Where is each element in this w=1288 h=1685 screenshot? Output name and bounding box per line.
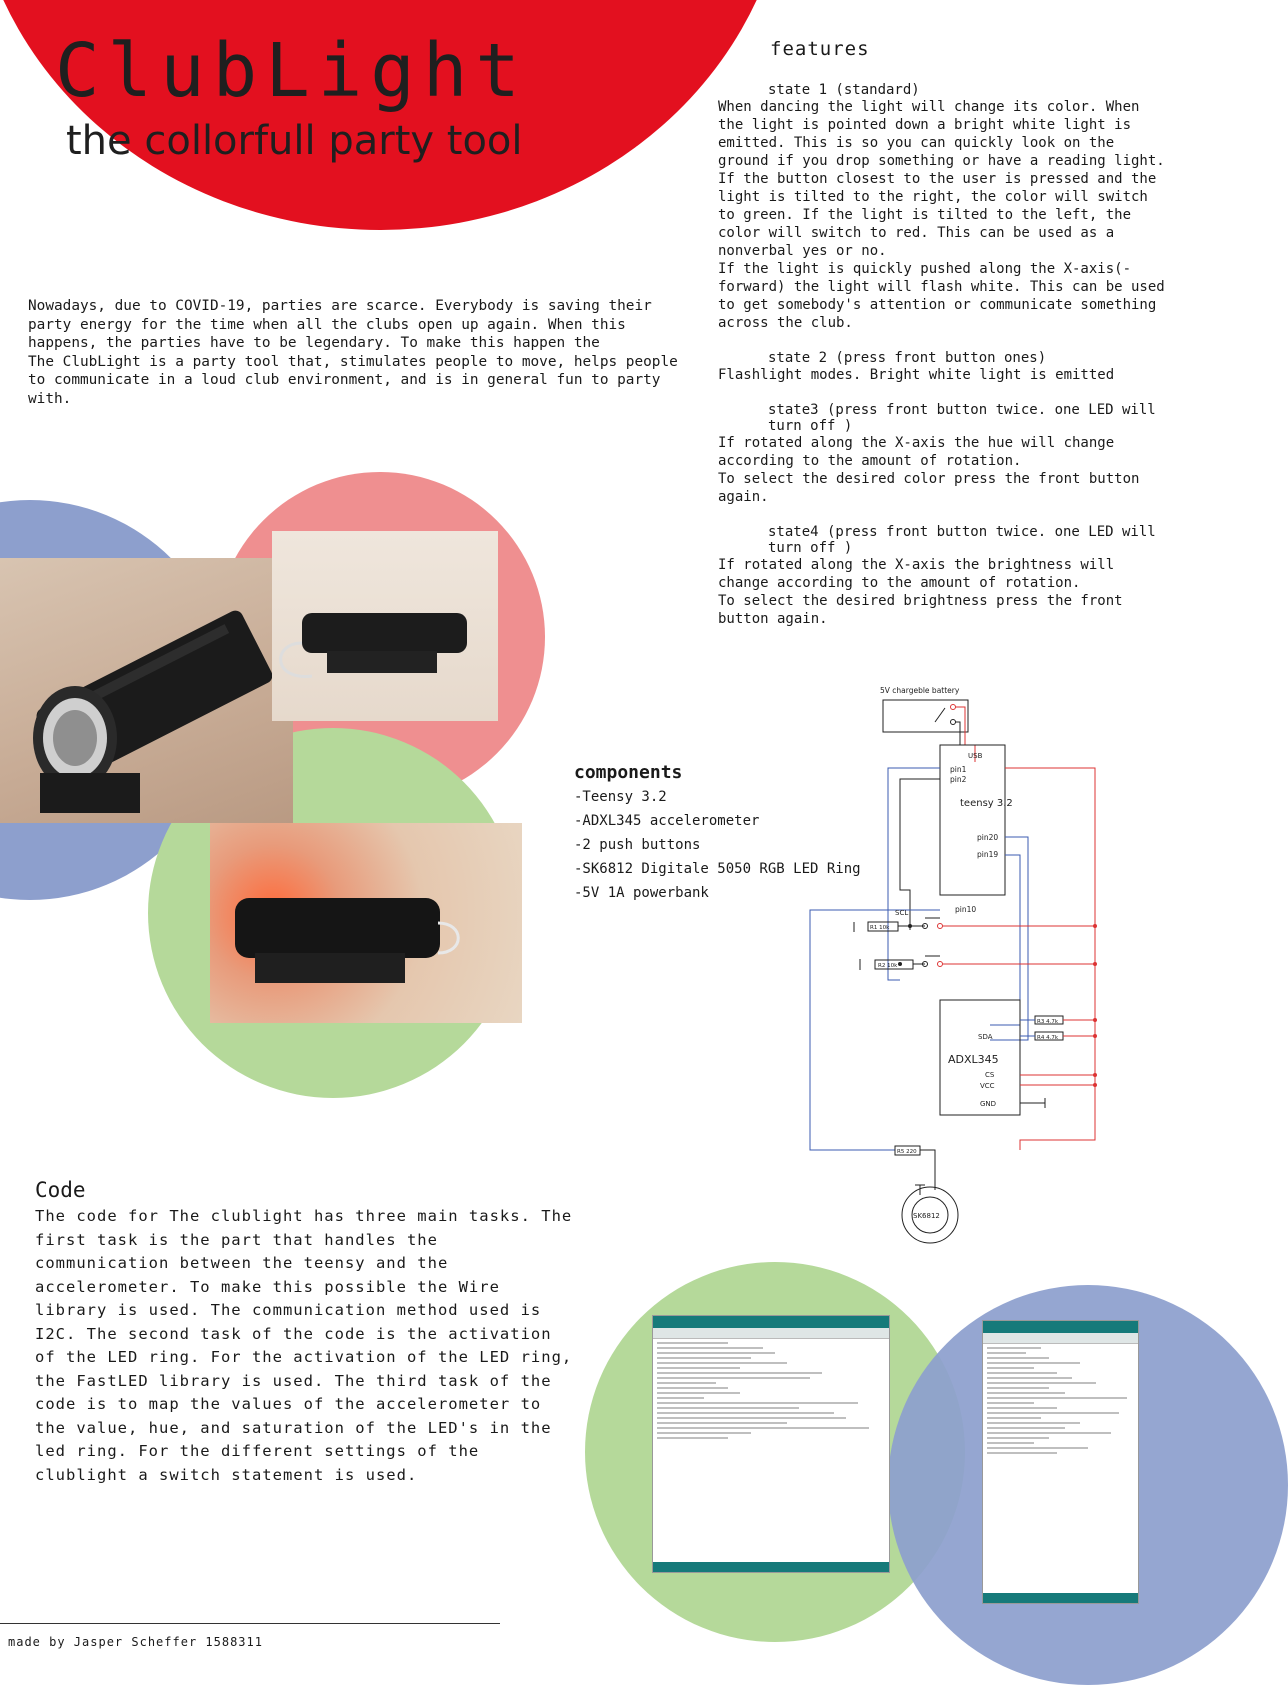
state-4-title: state4 (press front button twice. one LED will turn off ) <box>768 524 1156 556</box>
state-3-text: If rotated along the X-axis the hue will change according to the amount of rotation. To select the desired color press the front button again. <box>718 435 1140 505</box>
features-heading: features <box>770 38 870 60</box>
component-item: -5V 1A powerbank <box>574 885 709 901</box>
photo-clublight-front <box>0 558 293 823</box>
ide-tabs <box>983 1333 1138 1344</box>
photo-clublight-side <box>272 531 498 721</box>
cs-label: CS <box>985 1071 995 1079</box>
sk6812-label: SK6812 <box>913 1212 940 1220</box>
state-2-text: Flashlight modes. Bright white light is emitted <box>718 367 1115 383</box>
ide-statusbar <box>653 1562 889 1572</box>
pin2-label: pin2 <box>950 775 967 784</box>
state-2-title: state 2 (press front button ones) <box>768 350 1047 366</box>
flashlight-front-icon <box>0 558 293 823</box>
footer-credit: made by Jasper Scheffer 1588311 <box>8 1635 263 1649</box>
pin10-label: pin10 <box>955 905 977 914</box>
ide-toolbar <box>983 1321 1138 1333</box>
r2-label: R2 10k <box>878 963 898 969</box>
ide-statusbar <box>983 1593 1138 1603</box>
circuit-schematic <box>840 680 1170 1300</box>
state-1-title: state 1 (standard) <box>768 82 920 98</box>
adxl-label: ADXL345 <box>948 1053 999 1066</box>
footer-divider <box>0 1623 500 1624</box>
component-item: -2 push buttons <box>574 837 701 853</box>
sda-label: SDA <box>978 1033 993 1041</box>
r3-label: R3 4.7k <box>1037 1019 1059 1025</box>
vcc-label: VCC <box>980 1082 995 1090</box>
page-title: ClubLight <box>55 28 528 114</box>
ide-tabs <box>653 1328 889 1339</box>
state-4-text: If rotated along the X-axis the brightness will change according to the amount of rotation. To select the desired brightness press the front button again. <box>718 557 1123 627</box>
state-1-text: When dancing the light will change its color. When the light is pointed down a bright white light is emitted. This is so you can quickly look on the ground if you drop something or have a reading light. If the button closest to the user is pressed and the light is tilted to the right, the color will switch to green. If the light is tilted to the left, the color will switch to red. This can be used as a nonverbal yes or no. If the light is quickly pushed along the X-axis(-forward) the light will flash white. This can be used to get somebody's attention or communicate something across the club. <box>718 99 1165 331</box>
code-heading: Code <box>35 1178 86 1202</box>
ide-toolbar <box>653 1316 889 1328</box>
scl-label: SCL <box>895 909 909 917</box>
code-description: The code for The clublight has three main tasks. The first task is the part that handles the communication between the teensy and the accelerometer. To make this possible the Wire library is used. The communication method used is I2C. The second task of the code is the activation of the LED ring. For the activation of the LED ring, the FastLED library is used. The third task of the code is to map the values of the accelerometer to the value, hue, and saturation of the LED's in the led ring. For the different settings of the clublight a switch statement is used. <box>35 1207 573 1484</box>
photo-clublight-glowing <box>210 823 522 1023</box>
pin19-label: pin19 <box>977 850 999 859</box>
usb-label: USB <box>968 752 983 760</box>
component-item: -ADXL345 accelerometer <box>574 813 760 829</box>
pin20-label: pin20 <box>977 833 999 842</box>
component-item: -SK6812 Digitale 5050 RGB LED Ring <box>574 861 861 877</box>
battery-label: 5V chargeble battery <box>880 686 960 695</box>
flashlight-glow-icon <box>210 823 522 1023</box>
gnd-label: GND <box>980 1100 997 1108</box>
flashlight-side-icon <box>272 531 498 721</box>
page-subtitle: the collorfull party tool <box>66 118 523 164</box>
teensy-label: teensy 3.2 <box>960 798 1013 809</box>
pin1-label: pin1 <box>950 765 967 774</box>
components-section <box>574 762 861 905</box>
intro-text: Nowadays, due to COVID-19, parties are scarce. Everybody is saving their party energy for the time when all the clubs open up again. When this happens, the parties have to be legendary. To make this happen the The ClubLight is a party tool that, stimulates people to move, helps people to communicate in a loud club environment, and is in general fun to party with. <box>28 298 678 407</box>
features-list <box>718 82 1173 628</box>
r4-label: R4 4.7k <box>1037 1035 1059 1041</box>
state-3-title: state3 (press front button twice. one LED will turn off ) <box>768 402 1156 434</box>
r5-label: R5 220 <box>897 1149 917 1155</box>
arduino-ide-screenshot-left <box>652 1315 890 1573</box>
components-heading: components <box>574 762 683 783</box>
component-item: -Teensy 3.2 <box>574 789 667 805</box>
arduino-ide-screenshot-right <box>982 1320 1139 1604</box>
r1-label: R1 10k <box>870 925 890 931</box>
